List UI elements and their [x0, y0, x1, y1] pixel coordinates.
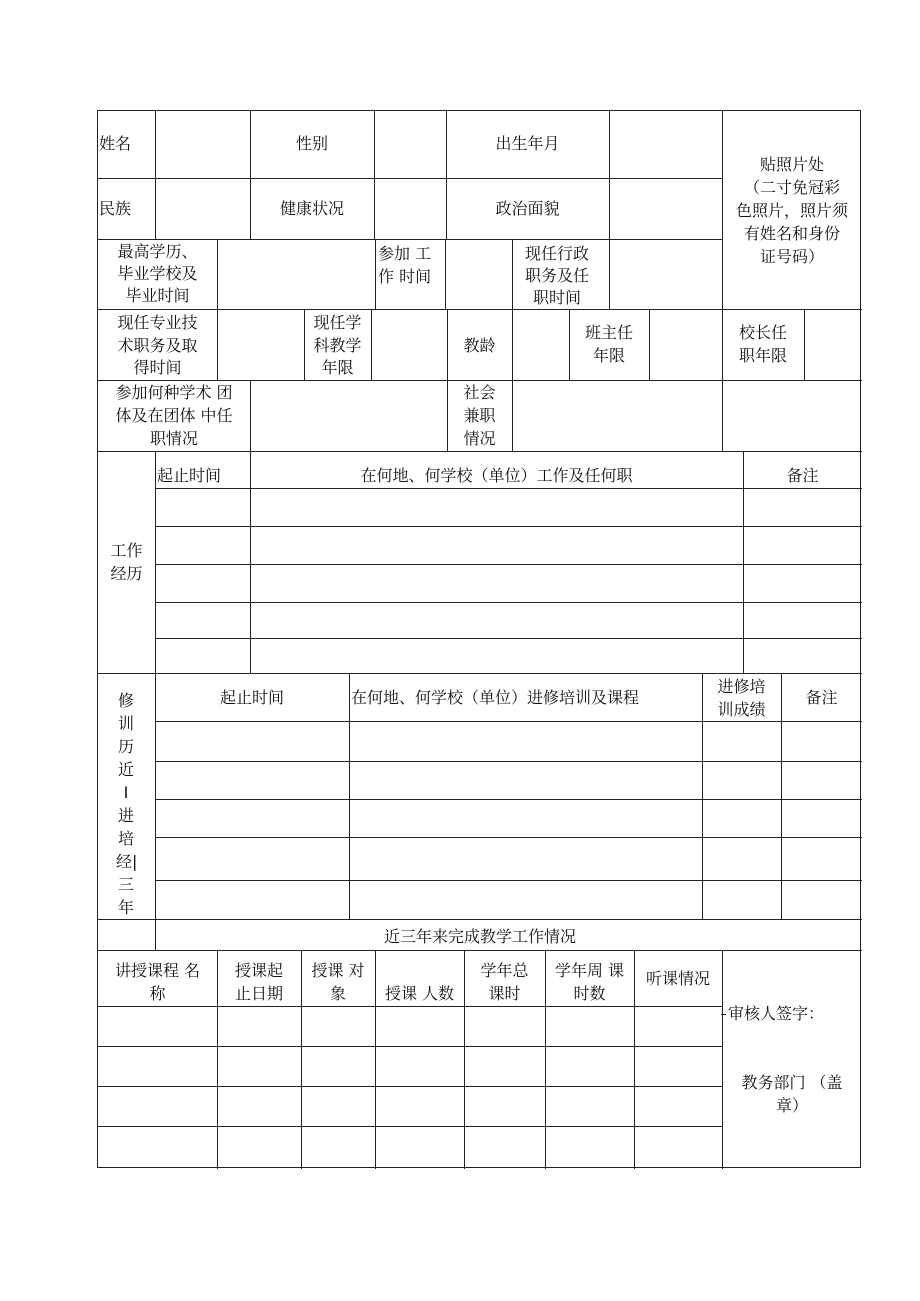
training-col-result: 进修培	[717, 677, 766, 696]
col-divider	[250, 380, 251, 452]
label-name: 姓名	[99, 134, 132, 153]
teaching-col-observe: 听课情况	[645, 969, 710, 988]
training-col-period: 起止时间	[219, 688, 284, 707]
label-academic-association: 职情况	[149, 429, 198, 448]
col-divider	[781, 673, 782, 920]
col-divider	[512, 309, 513, 452]
training-col-note: 备注	[805, 688, 838, 707]
col-divider	[374, 111, 375, 239]
label-subject-years: 科教学	[313, 336, 362, 355]
label-academic-association: 参加何种学术 团	[115, 383, 233, 402]
work-history-label: 经历	[110, 564, 143, 583]
label-social-role: 情况	[463, 429, 496, 448]
teaching-col-course: 称	[149, 984, 166, 1003]
label-headteacher-years: 年限	[592, 346, 625, 365]
label-professional-title: 得时间	[133, 358, 182, 377]
work-history-label: 工作	[110, 541, 143, 560]
photo-note: 有姓名和身份	[743, 224, 840, 243]
training-col-result: 训成绩	[717, 700, 766, 719]
row-divider	[98, 380, 862, 381]
signature-dash	[721, 1014, 726, 1015]
row-divider	[98, 1086, 722, 1087]
col-divider	[649, 309, 650, 381]
teaching-col-date: 授课起	[234, 961, 283, 980]
row-divider	[155, 526, 862, 527]
row-divider	[98, 1126, 722, 1127]
row-divider	[155, 837, 862, 838]
photo-title: 贴照片处	[759, 155, 824, 174]
label-education: 毕业时间	[125, 286, 190, 305]
col-divider	[375, 239, 376, 310]
label-professional-title: 现任专业技	[117, 313, 198, 332]
photo-note: 证号码）	[759, 247, 824, 266]
label-admin-post: 现任行政	[524, 244, 589, 263]
work-col-note: 备注	[786, 466, 819, 485]
label-social-role: 社会	[463, 383, 496, 402]
row-divider	[155, 564, 862, 565]
label-social-role: 兼职	[463, 406, 496, 425]
teaching-col-target: 象	[329, 984, 346, 1003]
label-health: 健康状况	[279, 199, 344, 218]
photo-note: （二寸免冠彩	[743, 178, 840, 197]
label-education: 最高学历、	[117, 242, 198, 261]
row-divider	[155, 761, 862, 762]
row-divider	[155, 799, 862, 800]
row-divider	[155, 602, 862, 603]
row-divider	[98, 309, 862, 310]
label-work-start: 参加 工	[378, 244, 432, 263]
row-divider	[98, 950, 862, 951]
col-divider	[722, 950, 723, 1169]
photo-note: 色照片，照片须	[735, 201, 848, 220]
label-admin-post: 职时间	[532, 288, 581, 307]
col-divider	[371, 309, 372, 381]
teaching-col-course: 讲授课程 名	[114, 961, 201, 980]
row-divider	[155, 638, 862, 639]
row-divider	[155, 721, 862, 722]
label-subject-years: 年限	[321, 358, 354, 377]
col-divider	[349, 673, 350, 920]
label-subject-years: 现任学	[313, 313, 362, 332]
row-divider	[155, 880, 862, 881]
label-professional-title: 术职务及取	[117, 336, 198, 355]
academic-dept-seal-label: 章）	[775, 1096, 808, 1115]
teaching-col-target: 授课 对	[311, 961, 365, 980]
row-divider	[98, 451, 862, 452]
reviewer-signature-label: 审核人签字：	[728, 1004, 825, 1023]
label-education: 毕业学校及	[117, 264, 198, 283]
teaching-col-count: 授课 人数	[384, 984, 455, 1003]
teaching-col-weekly: 时数	[573, 984, 606, 1003]
label-principal-years: 校长任	[738, 323, 787, 342]
col-divider	[217, 239, 218, 381]
teaching-section-title: 近三年来完成教学工作情况	[383, 927, 576, 946]
teaching-col-weekly: 学年周 课	[554, 961, 625, 980]
label-principal-years: 职年限	[738, 346, 787, 365]
row-divider	[98, 239, 722, 240]
work-col-period: 起止时间	[157, 466, 222, 485]
teaching-col-date: 止日期	[234, 984, 283, 1003]
teacher-info-form	[97, 110, 861, 1168]
academic-dept-seal-label: 教务部门 （盖	[741, 1073, 843, 1092]
col-divider	[155, 111, 156, 239]
col-divider	[804, 309, 805, 381]
training-col-where: 在何地、何学校（单位）进修培训及课程	[351, 688, 640, 707]
label-work-start: 作 时间	[378, 267, 432, 286]
row-divider	[98, 673, 862, 674]
row-divider	[98, 1006, 722, 1007]
label-gender: 性别	[295, 134, 328, 153]
teaching-col-hours: 课时	[488, 984, 521, 1003]
teaching-col-hours: 学年总	[480, 961, 529, 980]
label-birth: 出生年月	[495, 134, 560, 153]
training-label: 修训历近 I 进培经|三年	[116, 691, 138, 917]
label-political: 政治面貌	[495, 199, 560, 218]
label-headteacher-years: 班主任	[584, 323, 633, 342]
col-divider	[609, 111, 610, 309]
label-admin-post: 职务及任	[524, 266, 589, 285]
label-academic-association: 体及在团体 中任	[115, 406, 233, 425]
col-divider	[445, 239, 446, 310]
row-divider	[98, 919, 862, 920]
label-teaching-years: 教龄	[463, 336, 496, 355]
row-divider	[98, 1046, 722, 1047]
row-divider	[98, 178, 722, 179]
label-ethnicity: 民族	[99, 199, 132, 218]
row-divider	[155, 488, 862, 489]
work-col-where: 在何地、何学校（单位）工作及任何职	[360, 466, 633, 485]
